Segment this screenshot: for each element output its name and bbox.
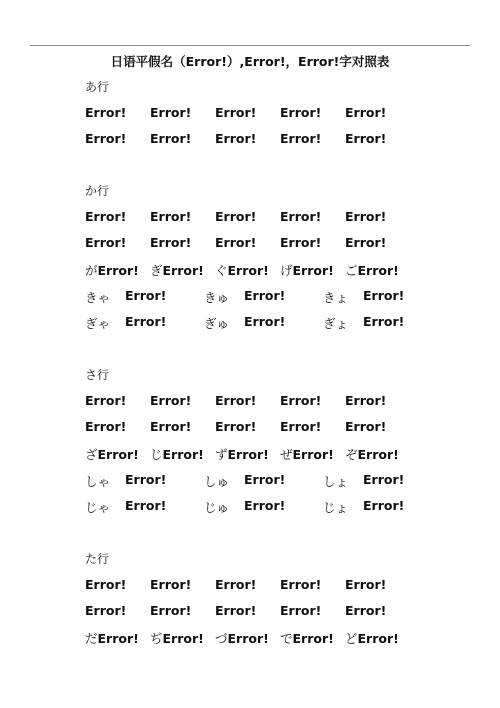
kana-label: しゃ (85, 474, 111, 489)
table-cell: Error! (215, 419, 257, 434)
table-cell: Error! (150, 577, 192, 592)
cell-value: Error! (125, 314, 167, 329)
cell-value: Error! (97, 263, 139, 278)
kana-label: ぎゅ (204, 316, 230, 331)
cell-value: Error! (244, 288, 286, 303)
table-cell: Error! (215, 209, 257, 224)
table-cell (280, 261, 334, 279)
cell-value: Error! (363, 472, 405, 487)
cell-value: Error! (363, 314, 405, 329)
table-cell: Error! (345, 393, 387, 408)
kana-label: づ (215, 631, 228, 646)
cell-value: Error! (244, 498, 286, 513)
cell-value: Error! (97, 447, 139, 462)
table-row-voiced (0, 261, 500, 279)
table-cell: Error! (345, 577, 387, 592)
table-cell (150, 629, 204, 647)
cell-value: Error! (292, 447, 334, 462)
section-heading-ta: た行 (85, 552, 110, 566)
table-cell: Error! (280, 393, 322, 408)
kana-label: ぎょ (323, 316, 349, 331)
table-row (0, 209, 500, 227)
table-cell: Error! (280, 105, 322, 120)
table-cell: Error! (150, 419, 192, 434)
kana-label: ぜ (280, 447, 293, 462)
table-cell: Error! (280, 235, 322, 250)
table-cell: Error! (150, 131, 192, 146)
cell-value: Error! (162, 447, 204, 462)
cell-value: Error! (292, 263, 334, 278)
kana-label: ぐ (215, 263, 228, 278)
table-cell (280, 445, 334, 463)
cell-value: Error! (97, 631, 139, 646)
table-cell: Error! (150, 235, 192, 250)
section-heading-ka: か行 (85, 184, 110, 198)
table-cell: Error! (85, 393, 127, 408)
table-cell: Error! (215, 603, 257, 618)
table-cell: Error! (345, 131, 387, 146)
table-cell: Error! (85, 209, 127, 224)
cell-value: Error! (363, 498, 405, 513)
kana-label: ぞ (345, 447, 358, 462)
table-cell: Error! (150, 603, 192, 618)
kana-label: ぎ (150, 263, 163, 278)
table-cell (85, 261, 139, 279)
table-cell: Error! (345, 105, 387, 120)
table-cell (215, 261, 269, 279)
kana-label: ざ (85, 447, 98, 462)
table-cell (85, 445, 139, 463)
table-cell: Error! (85, 131, 127, 146)
header-rule (30, 45, 470, 46)
cell-value: Error! (125, 472, 167, 487)
cell-value: Error! (162, 631, 204, 646)
section-heading-a: あ行 (85, 80, 110, 94)
cell-value: Error! (357, 447, 399, 462)
section-heading-sa: さ行 (85, 368, 110, 382)
table-cell: Error! (85, 235, 127, 250)
kana-label: ぢ (150, 631, 163, 646)
cell-value: Error! (162, 263, 204, 278)
cell-value: Error! (292, 631, 334, 646)
kana-label: ぎゃ (85, 316, 111, 331)
table-cell: Error! (345, 419, 387, 434)
table-cell: Error! (215, 131, 257, 146)
table-cell: Error! (150, 209, 192, 224)
kana-label: しゅ (204, 474, 230, 489)
cell-value: Error! (357, 631, 399, 646)
kana-label: ご (345, 263, 358, 278)
table-row-yoon (0, 498, 500, 516)
kana-label: じゃ (85, 500, 111, 515)
kana-label: で (280, 631, 293, 646)
page-title: 日语平假名（Error!）,Error!，Error!字对照表 (110, 54, 390, 69)
table-cell: Error! (280, 577, 322, 592)
cell-value: Error! (244, 472, 286, 487)
table-cell (215, 445, 269, 463)
table-cell (150, 445, 204, 463)
cell-value: Error! (357, 263, 399, 278)
kana-label: だ (85, 631, 98, 646)
kana-label: しょ (323, 474, 349, 489)
table-row-voiced (0, 445, 500, 463)
table-row (0, 577, 500, 595)
table-row (0, 235, 500, 253)
table-cell: Error! (345, 235, 387, 250)
cell-value: Error! (244, 314, 286, 329)
table-row-yoon (0, 288, 500, 306)
table-cell: Error! (215, 235, 257, 250)
table-row-yoon (0, 472, 500, 490)
table-row-yoon (0, 314, 500, 332)
kana-label: が (85, 263, 98, 278)
table-row-voiced (0, 629, 500, 647)
cell-value: Error! (125, 498, 167, 513)
table-row (0, 131, 500, 149)
kana-label: きょ (323, 290, 349, 305)
table-cell: Error! (345, 209, 387, 224)
kana-label: ど (345, 631, 358, 646)
cell-value: Error! (227, 631, 269, 646)
table-cell: Error! (85, 603, 127, 618)
kana-label: じょ (323, 500, 349, 515)
cell-value: Error! (363, 288, 405, 303)
table-cell: Error! (85, 577, 127, 592)
table-cell: Error! (150, 105, 192, 120)
table-cell: Error! (280, 603, 322, 618)
table-cell: Error! (85, 105, 127, 120)
table-cell (150, 261, 204, 279)
kana-label: きゃ (85, 290, 111, 305)
kana-label: げ (280, 263, 293, 278)
table-cell: Error! (150, 393, 192, 408)
table-row (0, 419, 500, 437)
table-row (0, 105, 500, 123)
cell-value: Error! (227, 263, 269, 278)
table-cell (85, 629, 139, 647)
table-cell (345, 261, 399, 279)
table-cell: Error! (215, 577, 257, 592)
table-cell: Error! (280, 419, 322, 434)
kana-label: じゅ (204, 500, 230, 515)
table-cell: Error! (85, 419, 127, 434)
table-cell (345, 445, 399, 463)
table-row (0, 393, 500, 411)
table-cell (280, 629, 334, 647)
table-cell: Error! (280, 131, 322, 146)
cell-value: Error! (125, 288, 167, 303)
cell-value: Error! (227, 447, 269, 462)
kana-label: ず (215, 447, 228, 462)
table-row (0, 603, 500, 621)
table-cell: Error! (215, 105, 257, 120)
kana-label: きゅ (204, 290, 230, 305)
table-cell: Error! (345, 603, 387, 618)
table-cell: Error! (280, 209, 322, 224)
table-cell (215, 629, 269, 647)
table-cell: Error! (215, 393, 257, 408)
table-cell (345, 629, 399, 647)
kana-label: じ (150, 447, 163, 462)
